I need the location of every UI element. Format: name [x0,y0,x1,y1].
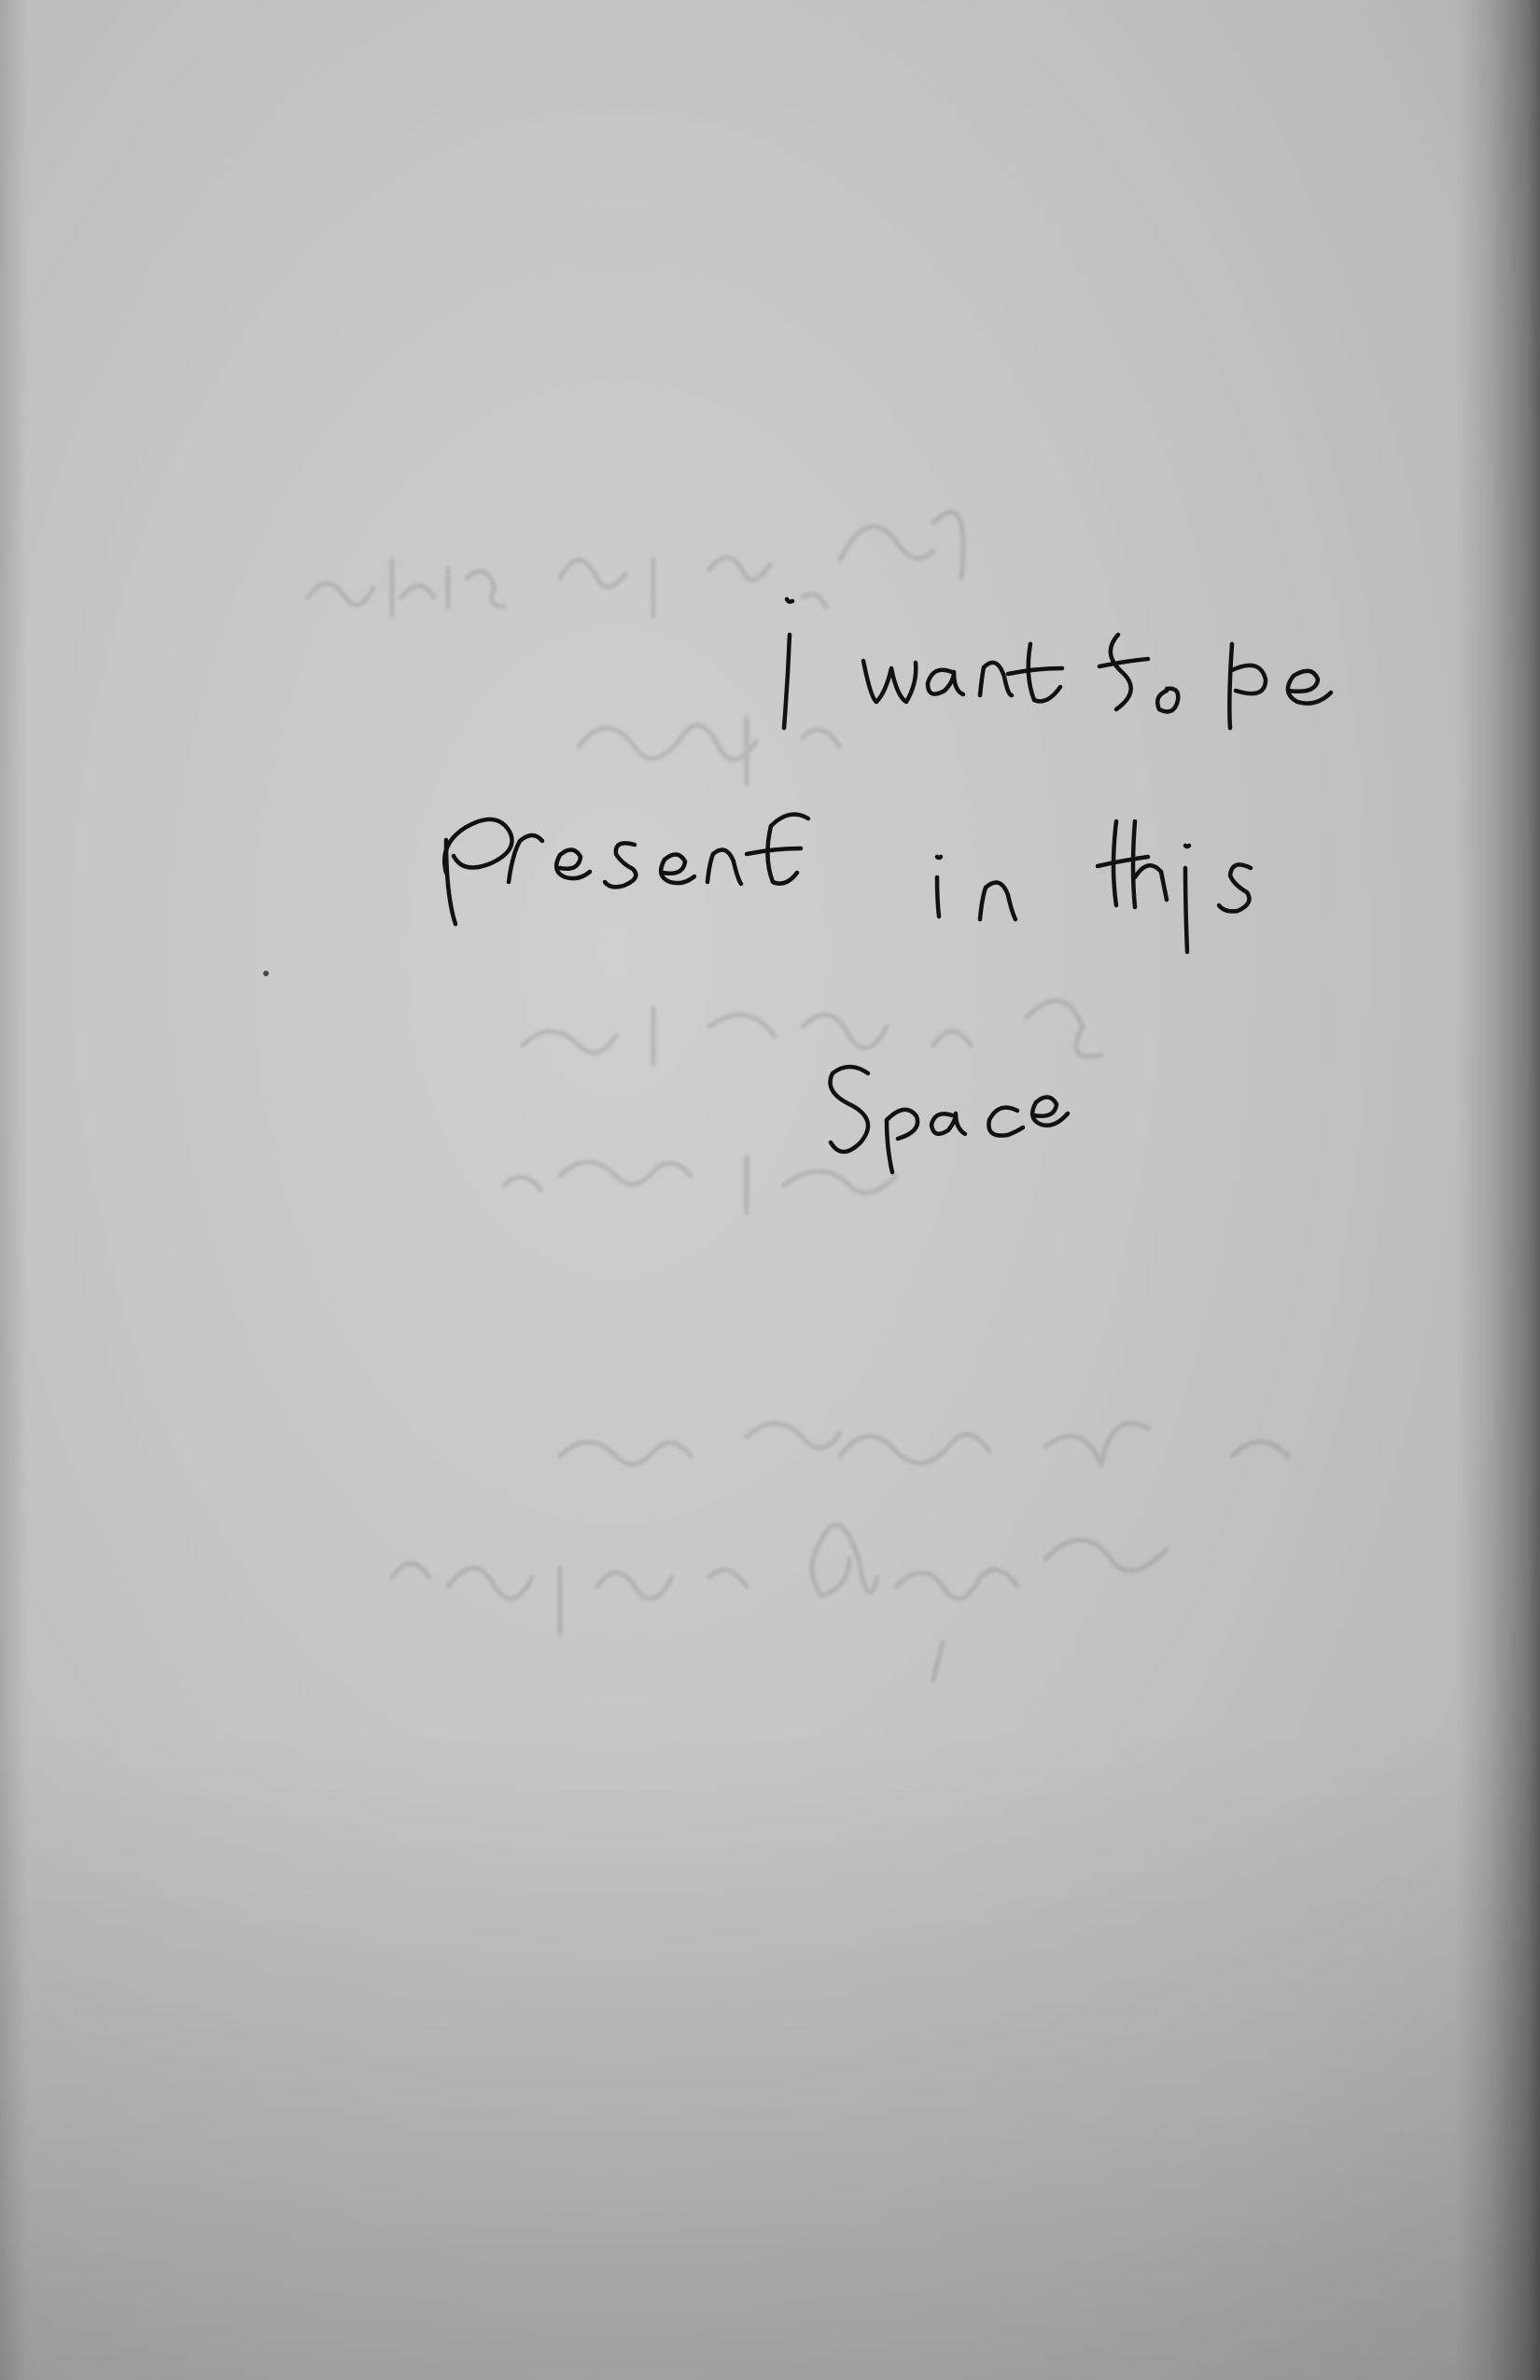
page-right-edge-shadow [1456,0,1540,2380]
